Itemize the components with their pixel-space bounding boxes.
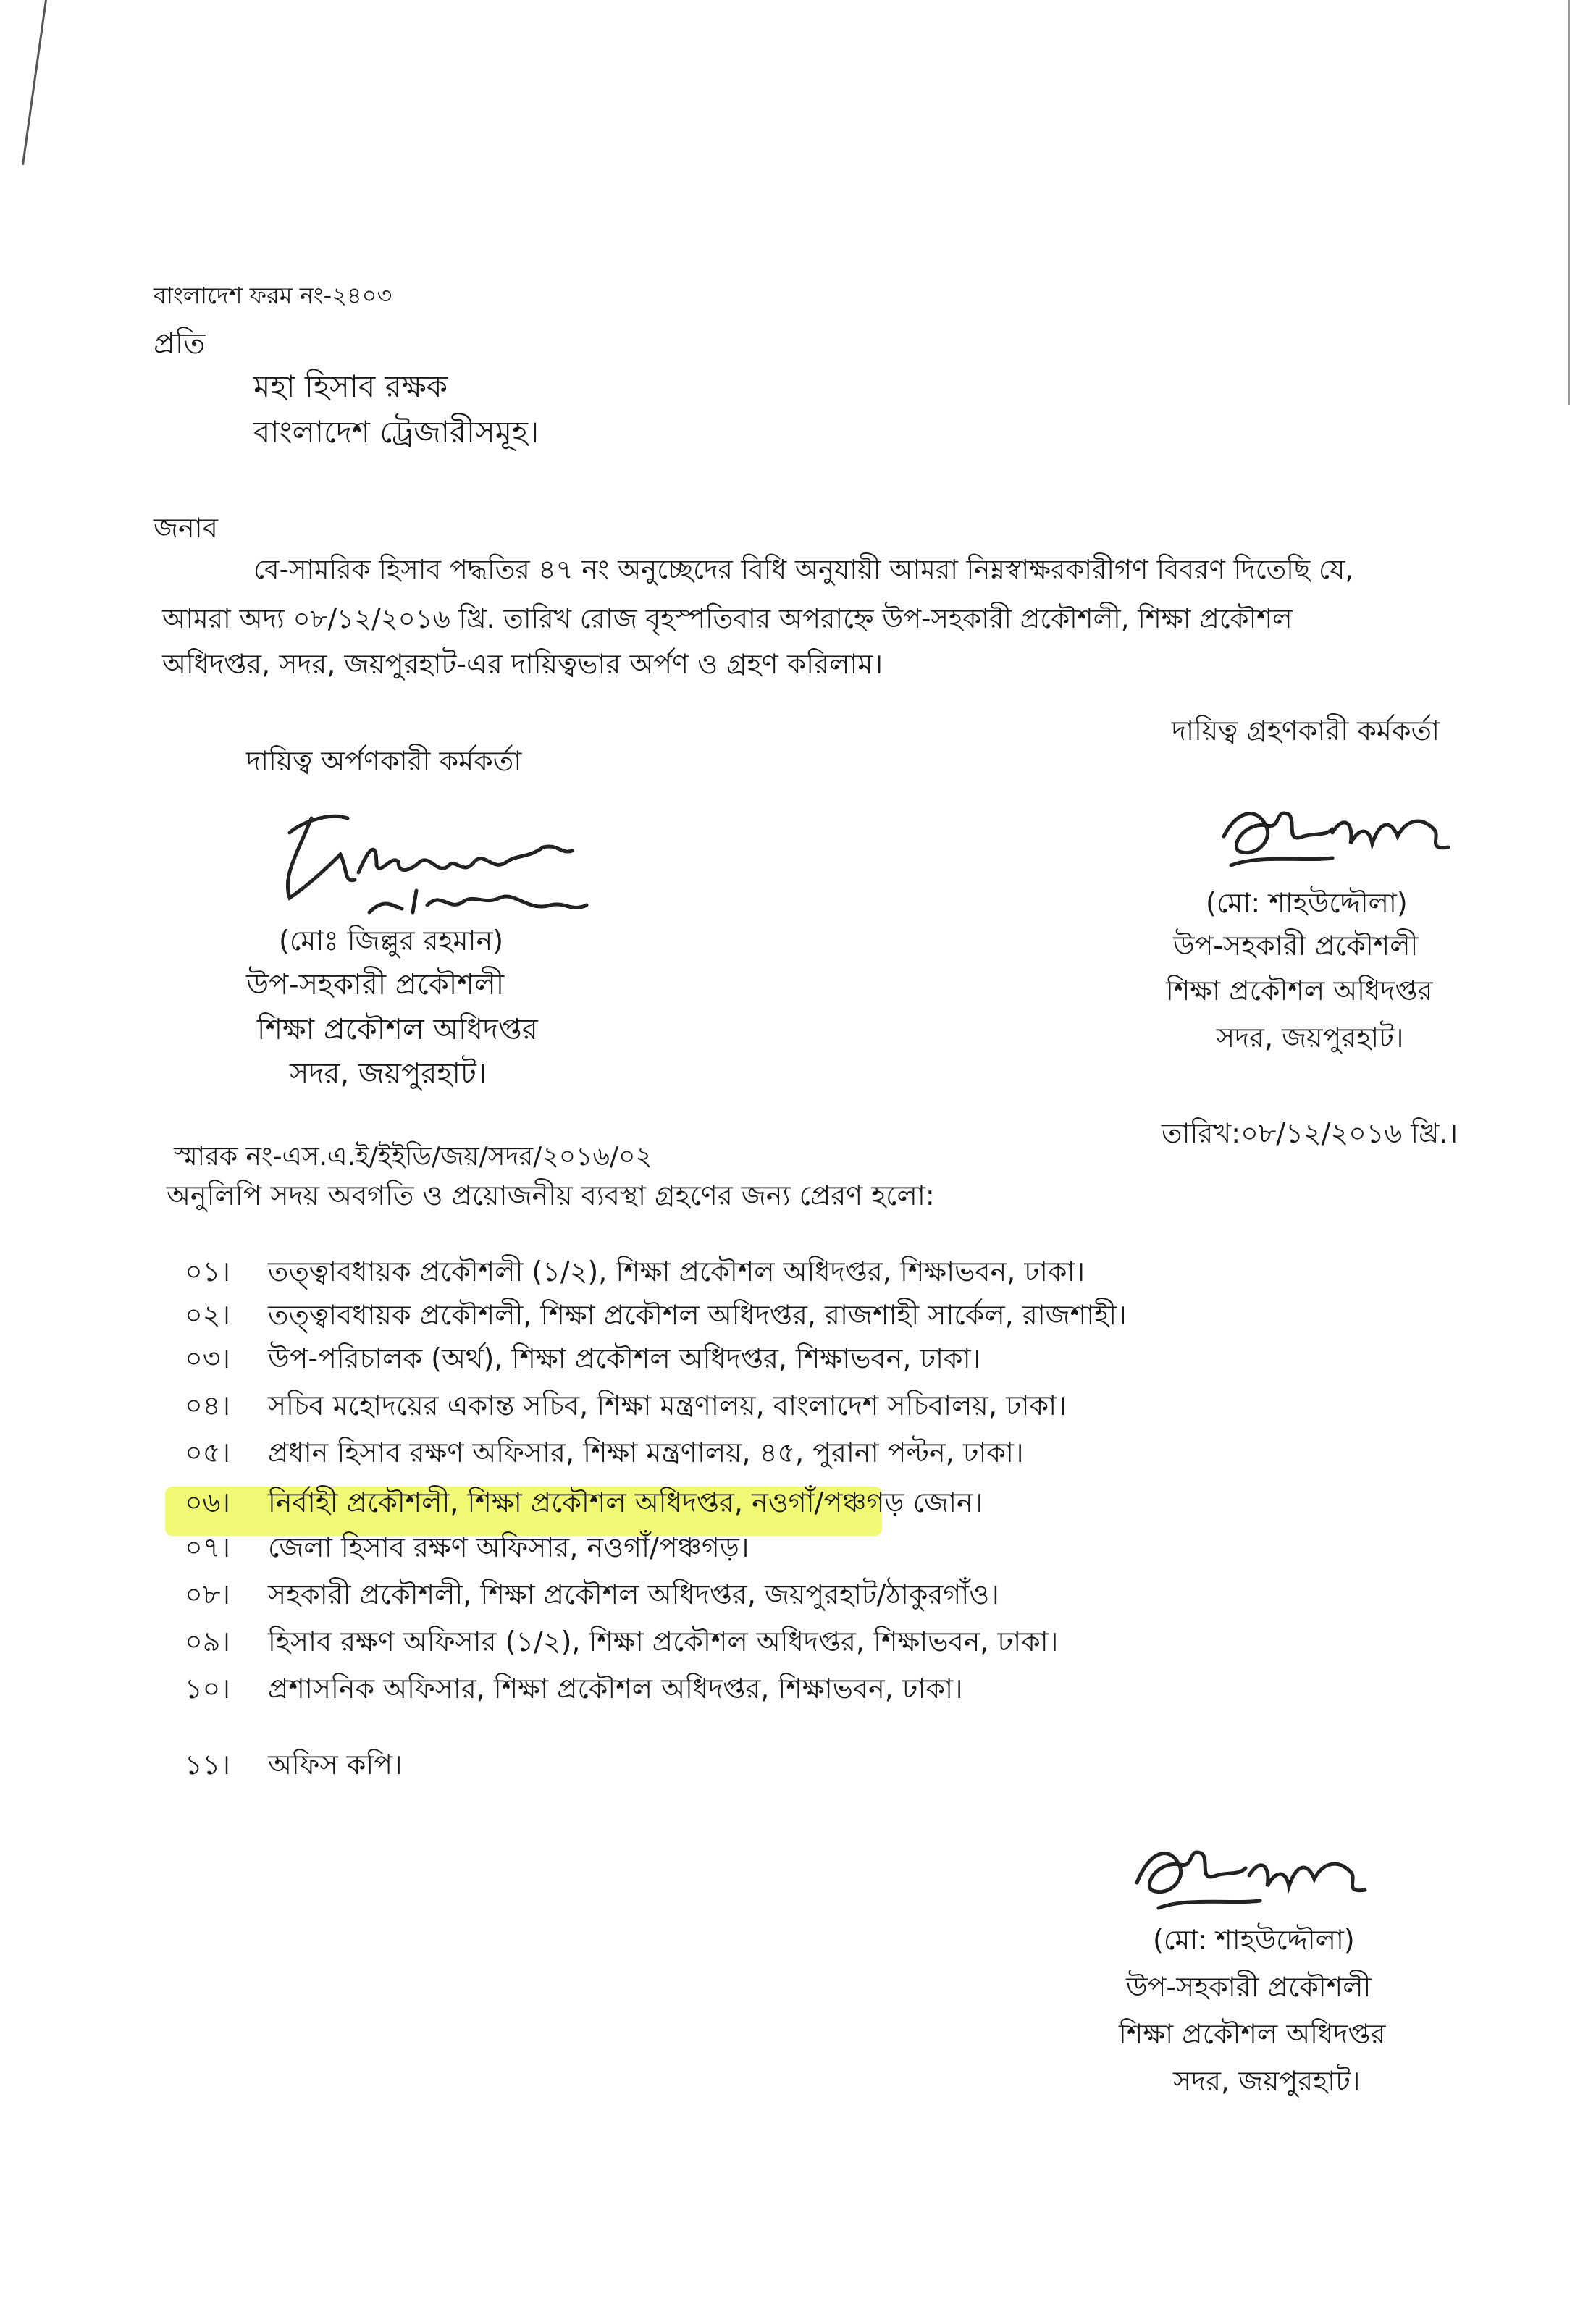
copy-intro: অনুলিপি সদয় অবগতি ও প্রয়োজনীয় ব্যবস্থা গ্রহণের জন্য প্রেরণ হলো: [167, 1180, 935, 1211]
right-officer-place: সদর, জয়পুরহাট। [1217, 1022, 1404, 1054]
left-officer-place: সদর, জয়পুরহাট। [290, 1057, 487, 1090]
list-item-number: ০৬। [185, 1487, 231, 1518]
right-officer-name: (মো: শাহউদ্দৌলা) [1206, 887, 1408, 919]
list-item-text: তত্ত্বাবধায়ক প্রকৌশলী (১/২), শিক্ষা প্রকৌশল অধিদপ্তর, শিক্ষাভবন, ঢাকা। [268, 1256, 1085, 1287]
list-item-text: হিসাব রক্ষণ অফিসার (১/২), শিক্ষা প্রকৌশল অধিদপ্তর, শিক্ষাভবন, ঢাকা। [268, 1626, 1059, 1657]
recipient-line-2: বাংলাদেশ ট্রেজারীসমূহ। [253, 414, 539, 450]
list-item-text: প্রশাসনিক অফিসার, শিক্ষা প্রকৌশল অধিদপ্তর, শিক্ষাভবন, ঢাকা। [268, 1673, 963, 1705]
list-item-text: তত্ত্বাবধায়ক প্রকৌশলী, শিক্ষা প্রকৌশল অধিদপ্তর, রাজশাহী সার্কেল, রাজশাহী। [268, 1299, 1127, 1331]
memo-number: স্মারক নং-এস.এ.ই/ইইডি/জয়/সদর/২০১৬/০২ [174, 1142, 652, 1172]
scan-edge-right [1568, 0, 1570, 405]
list-item-text: অফিস কপি। [268, 1749, 403, 1781]
list-item-number: ০১। [185, 1256, 230, 1287]
left-officer-office: শিক্ষা প্রকৌশল অধিদপ্তর [257, 1013, 538, 1046]
list-item-number: ০৭। [185, 1531, 231, 1563]
body-line-1: বে-সামরিক হিসাব পদ্ধতির ৪৭ নং অনুচ্ছেদের বিধি অনুযায়ী আমরা নিম্নস্বাক্ষরকারীগণ বিবরণ দিতেছি যে, [253, 554, 1354, 585]
form-number: বাংলাদেশ ফরম নং-২৪০৩ [154, 282, 392, 309]
list-item-text: সচিব মহোদয়ের একান্ত সচিব, শিক্ষা মন্ত্রণালয়, বাংলাদেশ সচিবালয়, ঢাকা। [268, 1390, 1067, 1421]
bottom-officer-place: সদর, জয়পুরহাট। [1173, 2065, 1361, 2097]
bottom-officer-office: শিক্ষা প্রকৌশল অধিদপ্তর [1119, 2018, 1386, 2050]
body-line-2: আমরা অদ্য ০৮/১২/২০১৬ খ্রি. তারিখ রোজ বৃহস্পতিবার অপরাহ্নে উপ-সহকারী প্রকৌশলী, শিক্ষা প্রকৌশল [162, 603, 1293, 634]
left-officer-role: দায়িত্ব অর্পণকারী কর্মকর্তা [246, 745, 522, 777]
list-item-number: ০৮। [185, 1579, 230, 1610]
salutation: জনাব [154, 512, 218, 544]
list-item-number: ০২। [185, 1299, 231, 1331]
right-signature [1217, 793, 1463, 887]
right-officer-designation: উপ-সহকারী প্রকৌশলী [1173, 930, 1419, 962]
list-item-text: জেলা হিসাব রক্ষণ অফিসার, নওগাঁ/পঞ্চগড়। [268, 1531, 749, 1563]
memo-date: তারিখ:০৮/১২/২০১৬ খ্রি.। [1162, 1117, 1458, 1149]
list-item-text: প্রধান হিসাব রক্ষণ অফিসার, শিক্ষা মন্ত্রণালয়, ৪৫, পুরানা পল্টন, ঢাকা। [268, 1437, 1024, 1468]
left-officer-designation: উপ-সহকারী প্রকৌশলী [246, 968, 505, 1001]
list-item-number: ০৩। [185, 1342, 231, 1374]
list-item-text: উপ-পরিচালক (অর্থ), শিক্ষা প্রকৌশল অধিদপ্তর, শিক্ষাভবন, ঢাকা। [268, 1342, 981, 1374]
bottom-officer-designation: উপ-সহকারী প্রকৌশলী [1126, 1971, 1372, 2003]
left-officer-name: (মোঃ জিল্লুর রহমান) [279, 925, 504, 957]
scan-edge-left [22, 0, 47, 165]
list-item-number: ১১। [185, 1749, 230, 1781]
to-label: প্রতি [154, 327, 206, 361]
left-signature [268, 797, 594, 934]
bottom-officer-name: (মো: শাহউদ্দৌলা) [1153, 1924, 1355, 1956]
list-item-number: ১০। [185, 1673, 230, 1705]
body-line-3: অধিদপ্তর, সদর, জয়পুরহাট-এর দায়িত্বভার অর্পণ ও গ্রহণ করিলাম। [162, 648, 883, 680]
list-item-text: সহকারী প্রকৌশলী, শিক্ষা প্রকৌশল অধিদপ্তর, জয়পুরহাট/ঠাকুরগাঁও। [268, 1579, 999, 1610]
list-item-number: ০৪। [185, 1390, 230, 1421]
list-item-number: ০৫। [185, 1437, 230, 1468]
right-officer-office: শিক্ষা প্রকৌশল অধিদপ্তর [1166, 975, 1433, 1006]
list-item-text: নির্বাহী প্রকৌশলী, শিক্ষা প্রকৌশল অধিদপ্তর, নওগাঁ/পঞ্চগড় জোন। [268, 1487, 983, 1518]
recipient-line-1: মহা হিসাব রক্ষক [253, 369, 448, 404]
right-officer-role: দায়িত্ব গ্রহণকারী কর্মকর্তা [1172, 715, 1440, 747]
list-item-number: ০৯। [185, 1626, 230, 1657]
bottom-signature [1130, 1825, 1390, 1926]
